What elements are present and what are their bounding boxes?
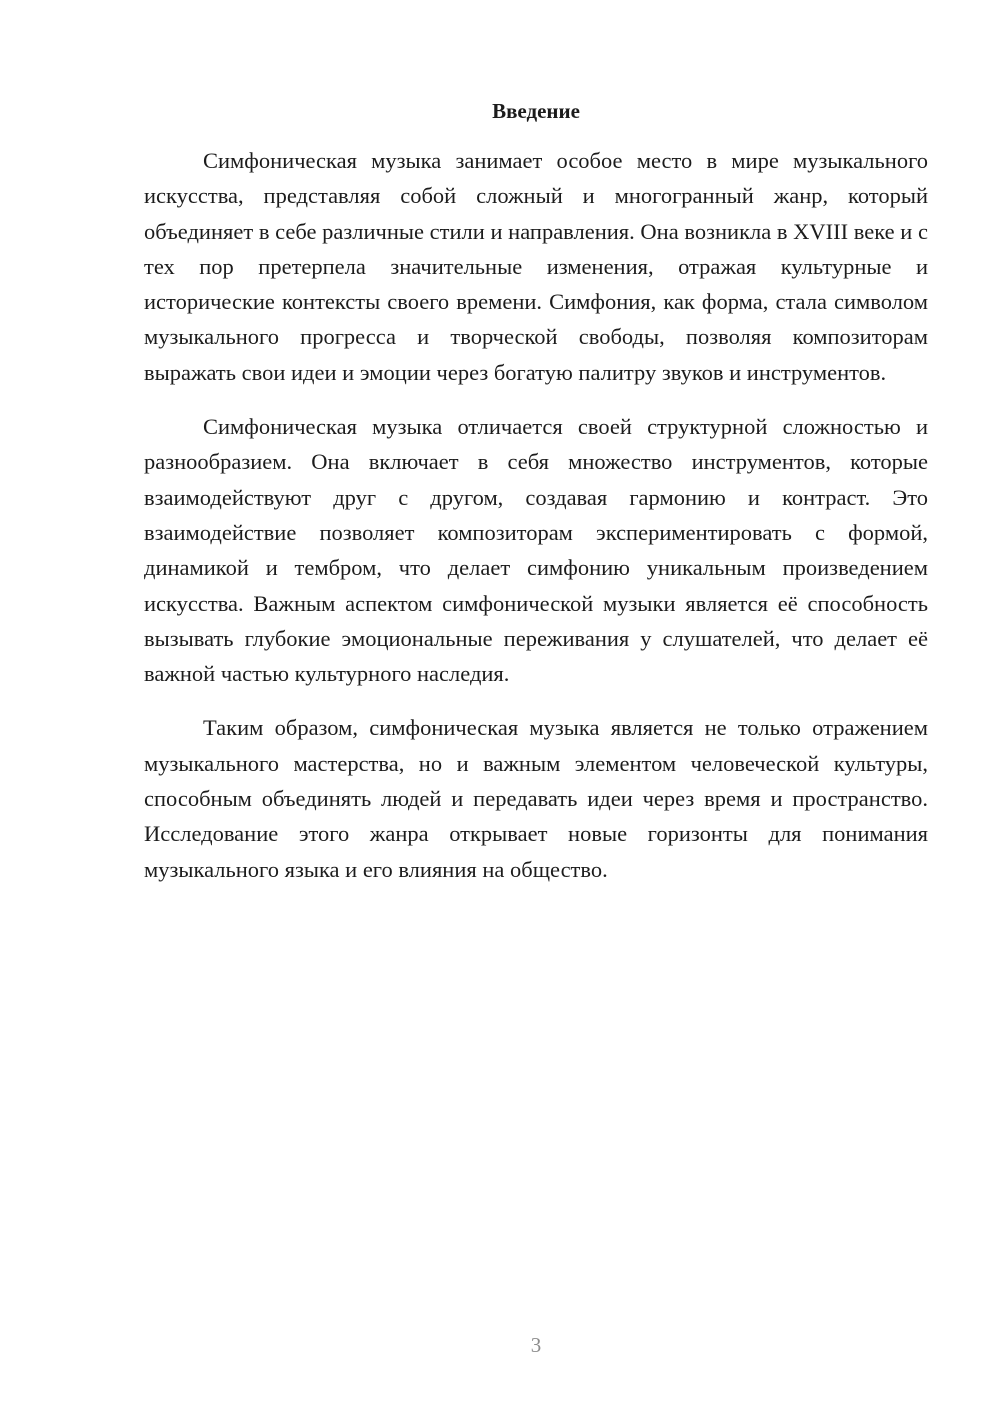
- body-text: [144, 143, 928, 906]
- paragraph-2: Симфоническая музыка отличается своей структурной сложностью и разнообразием. Она включает в себя множество инструментов, которые взаимодействуют друг с другом, создавая гармонию и контраст. Это взаимодействие позволяет композиторам экспериментировать с формой, динамикой и тембром, что делает симфонию уникальным произведением искусства. Важным аспектом симфонической музыки является её способность вызывать глубокие эмоциональные переживания у слушателей, что делает её важной частью культурного наследия.: [144, 414, 928, 687]
- paragraph-3: Таким образом, симфоническая музыка является не только отражением музыкального мастерства, но и важным элементом человеческой культуры, способным объединять людей и передавать идеи через время и пространство. Исследование этого жанра открывает новые горизонты для понимания музыкального языка и его влияния на общество.: [144, 715, 928, 882]
- section-title: Введение: [492, 99, 580, 123]
- page-number: 3: [530, 1333, 542, 1357]
- paragraph-1: Симфоническая музыка занимает особое место в мире музыкального искусства, представляя собой сложный и многогранный жанр, который объединяет в себе различные стили и направления. Она возникла в XVIII веке и с тех пор претерпела значительные изменения, отражая культурные и исторические контексты своего времени. Симфония, как форма, стала символом музыкального прогресса и творческой свободы, позволяя композиторам выражать свои идеи и эмоции через богатую палитру звуков и инструментов.: [144, 148, 928, 385]
